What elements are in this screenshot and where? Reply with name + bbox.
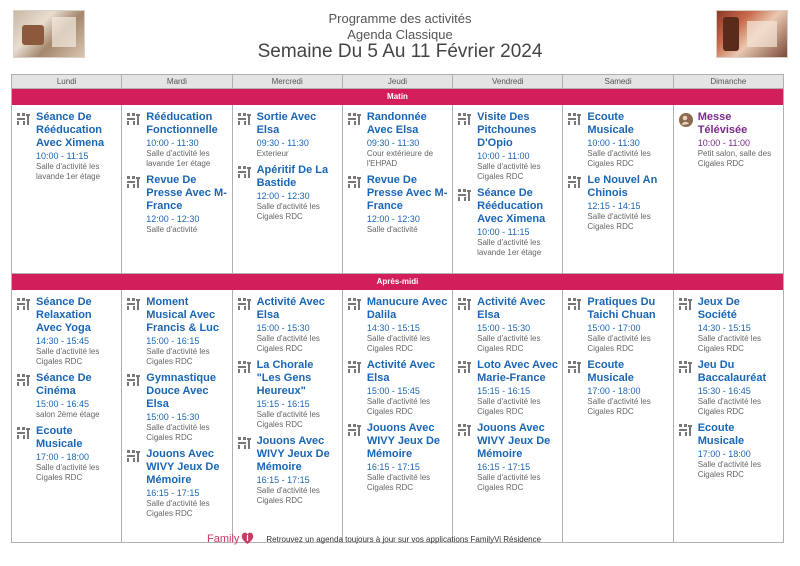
activity-item [16, 425, 117, 483]
activity-icon [678, 422, 694, 480]
activity-time: 14:30 - 15:45 [36, 336, 90, 346]
header-subtitle: Agenda Classique [347, 27, 453, 42]
activity-location: Exterieur [256, 149, 289, 158]
activity-location: Salle d'activité les Cigales RDC [477, 162, 541, 181]
activity-time: 15:00 - 16:45 [36, 399, 90, 409]
activity-item [16, 296, 117, 367]
activity-item [16, 111, 117, 182]
activity-time: 09:30 - 11:30 [256, 138, 309, 148]
activity-time: 16:15 - 17:15 [146, 488, 200, 498]
morning-row [12, 105, 783, 274]
activity-details [257, 435, 338, 506]
activity-title: Jouons Avec WIVY Jeux De Mémoire [256, 435, 330, 473]
activity-details [146, 448, 227, 519]
activity-location: Salle d'activité les Cigales RDC [697, 397, 762, 416]
activity-icon [16, 111, 32, 182]
activity-location: Salle d'activité les Cigales RDC [587, 334, 651, 353]
activity-title: Ecoute Musicale [587, 359, 634, 384]
activity-item [678, 359, 779, 417]
activity-title: Jeu Du Baccalauréat [697, 359, 767, 384]
activity-details [587, 111, 668, 169]
activity-time: 12:00 - 12:30 [366, 214, 420, 224]
activity-title: Séance De Rééducation Avec Ximena [36, 111, 105, 149]
activity-title: Rééducation Fonctionnelle [146, 111, 218, 136]
activity-icon [567, 174, 583, 232]
day-header: Dimanche [710, 77, 747, 86]
activity-icon [678, 359, 694, 417]
day-header: Jeudi [343, 75, 453, 88]
activity-location: Salle d'activité les Cigales RDC [366, 334, 431, 353]
activity-details [587, 296, 668, 354]
day-header-row [12, 75, 783, 89]
activity-location: Salle d'activité les Cigales RDC [697, 460, 762, 479]
activity-item [16, 372, 117, 420]
activity-time: 14:30 - 15:15 [366, 323, 420, 333]
activity-title: Visite Des Pitchounes D'Opio [477, 111, 537, 149]
activity-time: 14:30 - 15:15 [697, 323, 751, 333]
activity-time: 17:00 - 18:00 [587, 386, 641, 396]
day-header: Vendredi [453, 75, 563, 88]
activity-location: Salle d'activité les lavande 1er étage [477, 238, 542, 257]
activity-icon [237, 111, 253, 159]
afternoon-row [12, 290, 783, 542]
activity-item [457, 296, 558, 354]
activity-location: Petit salon, salle des Cigales RDC [697, 149, 772, 168]
activity-time: 10:00 - 11:30 [587, 138, 640, 148]
activity-location: Salle d'activité les lavande 1er étage [146, 149, 211, 168]
activity-time: 15:15 - 16:15 [477, 386, 531, 396]
activity-time: 15:00 - 15:30 [477, 323, 531, 333]
day-column [122, 290, 232, 542]
footer [207, 531, 541, 547]
day-column [563, 290, 673, 542]
activity-location: Salle d'activité les Cigales RDC [36, 463, 100, 482]
activity-title: Activité Avec Elsa [477, 296, 546, 321]
activity-item [678, 111, 779, 169]
day-column [674, 105, 783, 273]
activity-item [567, 174, 668, 232]
activity-title: Jouons Avec WIVY Jeux De Mémoire [477, 422, 551, 460]
activity-title: Ecoute Musicale [36, 425, 83, 450]
day-column [122, 105, 232, 273]
activity-time: 15:00 - 15:30 [146, 412, 200, 422]
activity-item [237, 435, 338, 506]
activity-icon [16, 296, 32, 367]
day-column [343, 105, 453, 273]
activity-time: 09:30 - 11:30 [366, 138, 420, 148]
activity-location: Salle d'activité [146, 225, 198, 234]
activity-icon [347, 111, 363, 169]
activity-icon [16, 425, 32, 483]
activity-time: 15:00 - 16:15 [146, 336, 200, 346]
activity-details [146, 174, 227, 235]
activity-item [347, 296, 448, 354]
activity-location: Salle d'activité les Cigales RDC [146, 423, 210, 442]
activity-time: 10:00 - 11:30 [146, 138, 199, 148]
activity-item [678, 296, 779, 354]
activity-icon [16, 372, 32, 420]
activity-time: 10:00 - 11:00 [477, 151, 530, 161]
activity-location: Salle d'activité les Cigales RDC [587, 212, 651, 231]
footer-note: Retrouvez un agenda toujours à jour sur vos applications FamilyVi Résidence [266, 534, 542, 544]
activity-time: 15:30 - 16:45 [697, 386, 751, 396]
activity-title: Gymnastique Douce Avec Elsa [146, 372, 216, 410]
day-column [563, 105, 673, 273]
activity-item [347, 359, 448, 417]
activity-location: Salle d'activité les Cigales RDC [697, 334, 762, 353]
activity-title: Randonnée Avec Elsa [366, 111, 427, 136]
activity-title: Séance De Rééducation Avec Ximena [477, 187, 546, 225]
activity-item [237, 359, 338, 430]
activity-icon [237, 359, 253, 430]
activity-location: Salle d'activité les Cigales RDC [366, 397, 431, 416]
activity-details [698, 422, 779, 480]
activity-item [237, 296, 338, 354]
day-column [12, 290, 122, 542]
header-title: Programme des activités [328, 11, 472, 26]
day-header: Mardi [122, 75, 232, 88]
activity-item [126, 448, 227, 519]
activity-time: 15:00 - 17:00 [587, 323, 641, 333]
activity-time: 10:00 - 11:15 [36, 151, 89, 161]
activity-title: Jeux De Société [697, 296, 740, 321]
activity-time: 10:00 - 11:00 [697, 138, 751, 148]
activity-title: Revue De Presse Avec M-France [146, 174, 227, 212]
activity-details [477, 296, 558, 354]
activity-details [698, 296, 779, 354]
activity-details [367, 174, 448, 235]
activity-location: Salle d'activité les Cigales RDC [146, 347, 210, 366]
activity-time: 16:15 - 17:15 [366, 462, 420, 472]
activity-item [237, 111, 338, 159]
day-header: Mercredi [233, 75, 343, 88]
prayer-icon [678, 111, 694, 169]
activity-icon [237, 435, 253, 506]
activity-icon [347, 174, 363, 235]
activity-icon [347, 359, 363, 417]
activity-icon [457, 111, 473, 182]
activity-title: Manucure Avec Dalila [366, 296, 448, 321]
activity-item [457, 187, 558, 258]
activity-item [567, 359, 668, 417]
heart-logo-icon [241, 531, 254, 548]
activity-item [567, 111, 668, 169]
activity-icon [678, 296, 694, 354]
afternoon-band: Après-midi [12, 274, 783, 290]
activity-title: Moment Musical Avec Francis & Luc [146, 296, 220, 334]
activity-details [367, 296, 448, 354]
activity-details [477, 422, 558, 493]
day-column [12, 105, 122, 273]
day-column [343, 290, 453, 542]
activity-title: Séance De Relaxation Avec Yoga [36, 296, 92, 334]
activity-time: 10:00 - 11:15 [477, 227, 530, 237]
activity-details [36, 372, 117, 420]
activity-item [126, 296, 227, 367]
activity-title: Activité Avec Elsa [366, 359, 436, 384]
activity-item [347, 111, 448, 169]
activity-item [678, 422, 779, 480]
activity-location: Salle d'activité les lavande 1er étage [36, 162, 101, 181]
activity-item [457, 111, 558, 182]
activity-details [146, 372, 227, 443]
activity-icon [126, 448, 142, 519]
activity-location: Cour extérieure de l'EHPAD [366, 149, 434, 168]
activity-icon [237, 164, 253, 222]
activity-icon [567, 359, 583, 417]
activity-details [257, 164, 338, 222]
activity-title: Messe Télévisée [697, 111, 748, 136]
activity-icon [237, 296, 253, 354]
activity-title: Le Nouvel An Chinois [587, 174, 658, 199]
activity-item [126, 111, 227, 169]
day-column [674, 290, 783, 542]
activity-icon [347, 296, 363, 354]
activity-time: 16:15 - 17:15 [256, 475, 310, 485]
activity-location: Salle d'activité les Cigales RDC [256, 486, 320, 505]
activity-details [257, 111, 338, 159]
activity-title: Ecoute Musicale [697, 422, 745, 447]
activity-location: Salle d'activité les Cigales RDC [146, 499, 210, 518]
activity-details [587, 359, 668, 417]
activity-location: Salle d'activité les Cigales RDC [256, 202, 320, 221]
activity-icon [457, 359, 473, 417]
activity-title: Activité Avec Elsa [256, 296, 325, 321]
activity-details [36, 425, 117, 483]
activity-location: Salle d'activité les Cigales RDC [477, 397, 541, 416]
activity-time: 12:00 - 12:30 [146, 214, 200, 224]
activity-details [257, 296, 338, 354]
activity-details [698, 111, 779, 169]
activity-icon [567, 111, 583, 169]
morning-band: Matin [12, 89, 783, 105]
activity-time: 15:00 - 15:45 [366, 386, 420, 396]
day-column [453, 105, 563, 273]
activity-time: 17:00 - 18:00 [36, 452, 90, 462]
activity-item [347, 174, 448, 235]
activity-title: Loto Avec Avec Marie-France [477, 359, 559, 384]
activity-icon [347, 422, 363, 493]
activity-details [477, 111, 558, 182]
activity-location: Salle d'activité les Cigales RDC [587, 397, 651, 416]
activity-details [257, 359, 338, 430]
day-column [453, 290, 563, 542]
activity-title: Sortie Avec Elsa [256, 111, 317, 136]
activity-time: 16:15 - 17:15 [477, 462, 531, 472]
activity-details [367, 359, 448, 417]
activity-item [126, 372, 227, 443]
week-title: Semaine Du 5 Au 11 Février 2024 [257, 41, 543, 62]
activity-icon [567, 296, 583, 354]
activity-location: Salle d'activité les Cigales RDC [256, 410, 320, 429]
activity-title: Apéritif De La Bastide [256, 164, 329, 189]
activity-location: salon 2ème étage [36, 410, 100, 419]
activity-title: Séance De Cinéma [36, 372, 92, 397]
activity-location: Salle d'activité les Cigales RDC [256, 334, 320, 353]
activity-details [146, 111, 227, 169]
activity-time: 15:00 - 15:30 [256, 323, 310, 333]
activity-icon [457, 296, 473, 354]
day-header: Samedi [563, 75, 673, 88]
activity-icon [126, 111, 142, 169]
activity-title: Pratiques Du Taichi Chuan [587, 296, 656, 321]
activity-details [36, 111, 117, 182]
day-column [233, 290, 343, 542]
activity-icon [457, 187, 473, 258]
activity-item [457, 422, 558, 493]
day-column [233, 105, 343, 273]
activity-time: 12:15 - 14:15 [587, 201, 641, 211]
activity-title: Jouons Avec WIVY Jeux De Mémoire [146, 448, 220, 486]
activity-details [36, 296, 117, 367]
activity-item [457, 359, 558, 417]
activity-time: 17:00 - 18:00 [697, 449, 751, 459]
activity-details [367, 422, 448, 493]
activity-icon [126, 174, 142, 235]
activity-item [347, 422, 448, 493]
activity-details [367, 111, 448, 169]
activity-title: Ecoute Musicale [587, 111, 634, 136]
activity-location: Salle d'activité les Cigales RDC [36, 347, 100, 366]
activity-location: Salle d'activité les Cigales RDC [587, 149, 651, 168]
activity-item [567, 296, 668, 354]
activity-location: Salle d'activité [366, 225, 418, 234]
activity-details [477, 187, 558, 258]
activity-location: Salle d'activité les Cigales RDC [477, 334, 541, 353]
brand-name: Family [207, 533, 240, 545]
activity-title: Revue De Presse Avec M-France [366, 174, 448, 212]
activity-title: Jouons Avec WIVY Jeux De Mémoire [366, 422, 441, 460]
activity-details [146, 296, 227, 367]
activity-item [126, 174, 227, 235]
activity-location: Salle d'activité les Cigales RDC [366, 473, 431, 492]
schedule-grid [11, 74, 784, 543]
activity-icon [126, 296, 142, 367]
activity-time: 12:00 - 12:30 [256, 191, 310, 201]
brand-logo [207, 531, 254, 548]
activity-time: 15:15 - 16:15 [256, 399, 310, 409]
activity-details [477, 359, 558, 417]
activity-location: Salle d'activité les Cigales RDC [477, 473, 541, 492]
activity-item [237, 164, 338, 222]
day-header: Lundi [12, 75, 122, 88]
activity-details [587, 174, 668, 232]
activity-title: La Chorale "Les Gens Heureux" [256, 359, 314, 397]
activity-icon [457, 422, 473, 493]
activity-details [698, 359, 779, 417]
activity-icon [126, 372, 142, 443]
